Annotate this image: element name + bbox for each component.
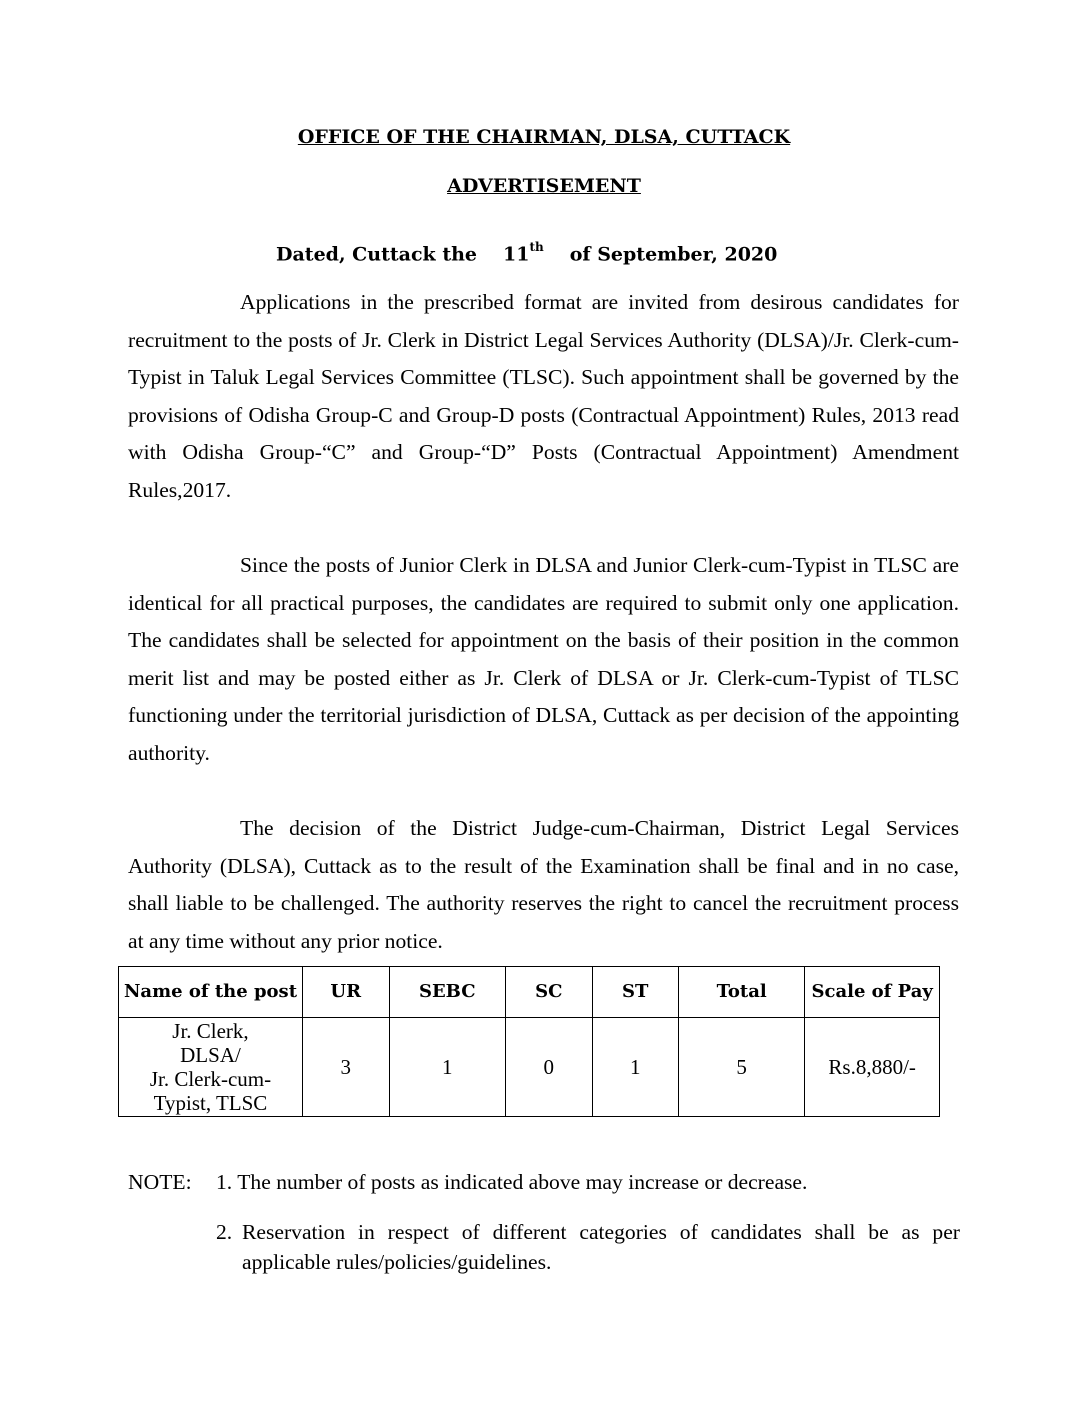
paragraph-decision: [128, 810, 959, 960]
note-item-1: [216, 1167, 807, 1197]
paragraph-applications: [128, 284, 959, 510]
note-label: NOTE:: [128, 1170, 192, 1194]
dated-line: [276, 242, 777, 265]
note-item-number: 1.: [216, 1170, 233, 1194]
cell-sc: 0: [506, 1018, 593, 1117]
header-post-name: Name of the post: [119, 967, 303, 1018]
post-name-line: Jr. Clerk,: [172, 1019, 249, 1043]
note-item-text: Reservation in respect of different categories of candidates shall be as per applicable rules/policies/guidelines.: [242, 1220, 960, 1274]
note-item-2: [216, 1217, 960, 1277]
header-scale-of-pay: Scale of Pay: [805, 967, 940, 1018]
dated-prefix: Dated, Cuttack the: [276, 243, 477, 266]
post-name-line: Typist, TLSC: [153, 1091, 268, 1115]
note-item-text: The number of posts as indicated above may increase or decrease.: [237, 1170, 808, 1194]
posts-table: [118, 966, 940, 1117]
office-heading: OFFICE OF THE CHAIRMAN, DLSA, CUTTACK: [297, 126, 791, 148]
post-name-line: DLSA/: [180, 1043, 241, 1067]
paragraph-posts-identical-text: Since the posts of Junior Clerk in DLSA and Junior Clerk-cum-Typist in TLSC are identical for all practical purposes, the candidates are required to submit only one application. The candidates shall be selected for appointment on the basis of their position in the common merit list and may be posted either as Jr. Clerk of DLSA or Jr. Clerk-cum-Typist of TLSC functioning under the territorial jurisdiction of DLSA, Cuttack as per decision of the appointing authority.: [128, 553, 959, 765]
table-header-row: [119, 967, 940, 1018]
post-name-line: Jr. Clerk-cum-: [149, 1067, 272, 1091]
paragraph-posts-identical: [128, 547, 959, 773]
dated-suffix: of September, 2020: [569, 243, 778, 266]
paragraph-decision-text: The decision of the District Judge-cum-Chairman, District Legal Services Authority (DLSA), Cuttack as to the result of the Examination shall be final and in no case, shall liable to be challenged. The authority reserves the right to cancel the recruitment process at any time without any prior notice.: [128, 816, 959, 953]
paragraph-applications-text: Applications in the prescribed format are invited from desirous candidates for recruitment to the posts of Jr. Clerk in District Legal Services Authority (DLSA)/Jr. Clerk-cum-Typist in Taluk Legal Services Committee (TLSC). Such appointment shall be governed by the provisions of Odisha Group-C and Group-D posts (Contractual Appointment) Rules, 2013 read with Odisha Group-“C” and Group-“D” Posts (Contractual Appointment) Amendment Rules,2017.: [128, 290, 959, 502]
cell-post-name: [119, 1018, 303, 1117]
header-total: Total: [679, 967, 805, 1018]
header-sc: SC: [506, 967, 593, 1018]
table-row: [119, 1018, 940, 1117]
note-item-number: 2.: [216, 1220, 233, 1244]
header-sebc: SEBC: [389, 967, 506, 1018]
header-ur: UR: [302, 967, 389, 1018]
advertisement-heading: ADVERTISEMENT: [447, 175, 641, 197]
dated-day-suffix: th: [529, 240, 544, 254]
cell-total: 5: [679, 1018, 805, 1117]
cell-scale-of-pay: Rs.8,880/-: [805, 1018, 940, 1117]
cell-sebc: 1: [389, 1018, 506, 1117]
cell-st: 1: [592, 1018, 679, 1117]
dated-day: 11: [503, 243, 530, 266]
cell-ur: 3: [302, 1018, 389, 1117]
header-st: ST: [592, 967, 679, 1018]
